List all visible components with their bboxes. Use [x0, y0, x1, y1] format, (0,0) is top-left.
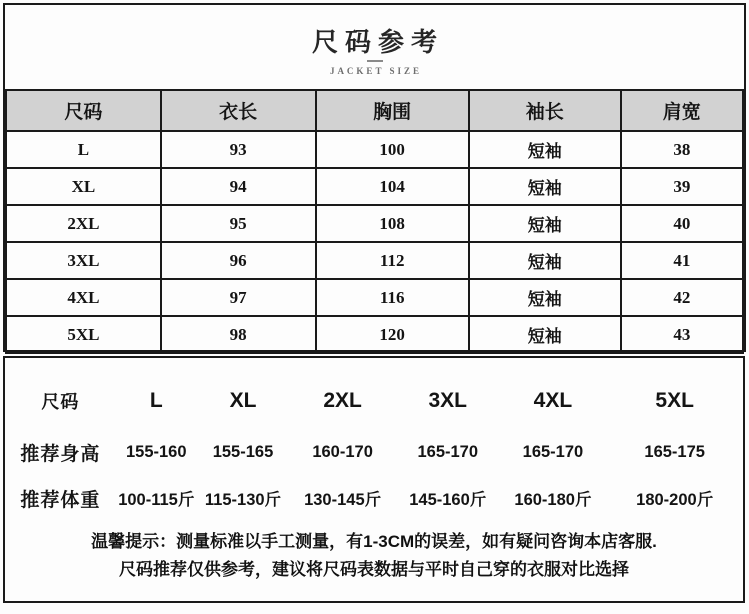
title-divider	[367, 60, 383, 62]
column-header-shoulder: 肩宽	[621, 90, 743, 131]
notes-block	[5, 528, 743, 584]
cell-chest: 116	[316, 279, 469, 316]
size-value: L	[149, 389, 163, 412]
cell-size: L	[6, 131, 161, 168]
note-line-2: 尺码推荐仅供参考，建议将尺码表数据与平时自己穿的衣服对比选择	[119, 560, 629, 579]
page-title: 尺码参考	[311, 28, 444, 57]
cell-shoulder: 41	[621, 242, 743, 279]
table-row	[6, 205, 743, 242]
column-header-sleeve: 袖长	[469, 90, 621, 131]
size-value: 4XL	[533, 389, 573, 412]
height-value: 155-165	[212, 442, 274, 461]
height-value: 165-170	[522, 442, 584, 461]
cell-chest: 108	[316, 205, 469, 242]
cell-sleeve: 短袖	[469, 316, 621, 353]
recommendation-height-row	[5, 437, 743, 467]
size-row-label: 尺码	[41, 392, 80, 412]
cell-size: 5XL	[6, 316, 161, 353]
size-value: 2XL	[323, 389, 362, 412]
size-value: XL	[229, 389, 257, 412]
cell-sleeve: 短袖	[469, 168, 621, 205]
height-value: 155-160	[125, 442, 187, 461]
note-line-1: 温馨提示：测量标准以手工测量，有1-3CM的误差，如有疑问咨询本店客服.	[91, 532, 657, 551]
cell-shoulder: 40	[621, 205, 743, 242]
cell-chest: 104	[316, 168, 469, 205]
weight-value: 160-180斤	[514, 491, 592, 509]
cell-size: 4XL	[6, 279, 161, 316]
table-row	[6, 279, 743, 316]
cell-length: 96	[161, 242, 316, 279]
size-table	[5, 89, 744, 354]
title-block	[5, 5, 744, 89]
column-header-chest: 胸围	[316, 90, 469, 131]
cell-length: 94	[161, 168, 316, 205]
size-value: 3XL	[428, 389, 468, 412]
weight-value: 145-160斤	[409, 491, 487, 509]
cell-shoulder: 39	[621, 168, 743, 205]
cell-chest: 100	[316, 131, 469, 168]
cell-length: 97	[161, 279, 316, 316]
cell-length: 98	[161, 316, 316, 353]
recommendation-weight-row	[5, 483, 743, 513]
weight-value: 100-115斤	[118, 491, 195, 509]
cell-shoulder: 38	[621, 131, 743, 168]
table-row	[6, 242, 743, 279]
cell-sleeve: 短袖	[469, 242, 621, 279]
table-row	[6, 316, 743, 353]
column-header-size: 尺码	[6, 90, 161, 131]
cell-length: 95	[161, 205, 316, 242]
cell-size: 2XL	[6, 205, 161, 242]
page-subtitle: JACKET SIZE	[329, 66, 423, 76]
cell-length: 93	[161, 131, 316, 168]
column-header-length: 衣长	[161, 90, 316, 131]
cell-shoulder: 43	[621, 316, 743, 353]
size-value: 5XL	[655, 389, 694, 412]
recommendation-panel	[3, 356, 745, 603]
table-row	[6, 131, 743, 168]
cell-chest: 120	[316, 316, 469, 353]
cell-shoulder: 42	[621, 279, 743, 316]
height-value: 160-170	[312, 442, 373, 461]
cell-size: XL	[6, 168, 161, 205]
weight-value: 180-200斤	[636, 491, 714, 509]
weight-row-label: 推荐体重	[20, 489, 101, 511]
weight-value: 115-130斤	[204, 491, 282, 509]
cell-sleeve: 短袖	[469, 131, 621, 168]
table-row	[6, 168, 743, 205]
size-chart-panel	[3, 3, 746, 352]
height-value: 165-175	[644, 442, 705, 461]
weight-value: 130-145斤	[304, 491, 382, 509]
cell-sleeve: 短袖	[469, 279, 621, 316]
cell-size: 3XL	[6, 242, 161, 279]
cell-chest: 112	[316, 242, 469, 279]
height-row-label: 推荐身高	[20, 443, 101, 465]
recommendation-size-row	[5, 385, 743, 417]
height-value: 165-170	[417, 442, 479, 461]
cell-sleeve: 短袖	[469, 205, 621, 242]
size-table-header-row	[6, 90, 743, 131]
